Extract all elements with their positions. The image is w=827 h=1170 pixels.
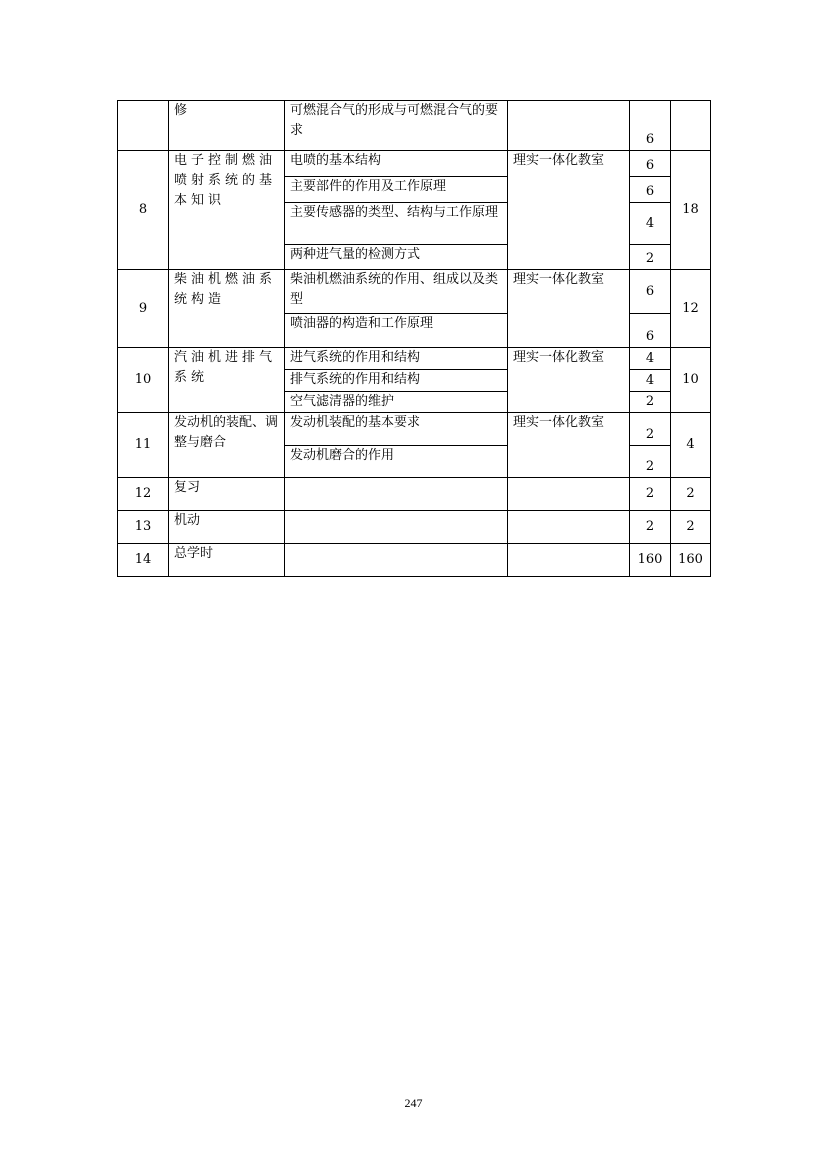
- unit-title: 修: [169, 101, 285, 151]
- content-hours: 6: [630, 314, 671, 348]
- content-topic: 主要部件的作用及工作原理: [285, 177, 508, 203]
- content-hours: 6: [630, 151, 671, 177]
- content-hours: 4: [630, 348, 671, 370]
- table-row: [118, 413, 711, 446]
- content-hours: 6: [630, 270, 671, 314]
- unit-title: 复习: [169, 478, 285, 511]
- table-row: [118, 478, 711, 511]
- curriculum-table: [117, 100, 711, 577]
- content-hours: 2: [630, 413, 671, 446]
- table-row: [118, 270, 711, 314]
- venue: [508, 511, 630, 544]
- unit-title: 机动: [169, 511, 285, 544]
- content-hours: 6: [630, 177, 671, 203]
- unit-total-hours: 2: [671, 511, 711, 544]
- content-topic: [285, 478, 508, 511]
- table-row: [118, 511, 711, 544]
- row-number: 12: [118, 478, 169, 511]
- content-topic: 空气滤清器的维护: [285, 392, 508, 413]
- unit-title: 柴油机燃油系统构造: [169, 270, 285, 348]
- page-number: 247: [404, 1096, 423, 1110]
- unit-total-hours: 18: [671, 151, 711, 270]
- unit-total-hours: 2: [671, 478, 711, 511]
- table-row: [118, 101, 711, 151]
- unit-title: 电子控制燃油喷射系统的基本知识: [169, 151, 285, 270]
- row-number: [118, 101, 169, 151]
- unit-total-hours: 12: [671, 270, 711, 348]
- content-topic: 排气系统的作用和结构: [285, 370, 508, 392]
- venue: [508, 101, 630, 151]
- unit-total-hours: 10: [671, 348, 711, 413]
- table-row: [118, 348, 711, 370]
- unit-total-hours: 160: [671, 544, 711, 577]
- content-topic: [285, 544, 508, 577]
- content-hours: 4: [630, 370, 671, 392]
- unit-title: 总学时: [169, 544, 285, 577]
- content-hours: 4: [630, 203, 671, 245]
- content-hours: 6: [630, 101, 671, 151]
- content-topic: 发动机装配的基本要求: [285, 413, 508, 446]
- venue: [508, 544, 630, 577]
- row-number: 8: [118, 151, 169, 270]
- unit-title: 发动机的装配、调整与磨合: [169, 413, 285, 478]
- unit-title: 汽油机进排气系统: [169, 348, 285, 413]
- row-number: 11: [118, 413, 169, 478]
- content-topic: 电喷的基本结构: [285, 151, 508, 177]
- content-hours: 2: [630, 511, 671, 544]
- unit-total-hours: [671, 101, 711, 151]
- content-topic: 柴油机燃油系统的作用、组成以及类型: [285, 270, 508, 314]
- venue: 理实一体化教室: [508, 151, 630, 270]
- content-hours: 160: [630, 544, 671, 577]
- content-hours: 2: [630, 446, 671, 478]
- venue: 理实一体化教室: [508, 270, 630, 348]
- row-number: 13: [118, 511, 169, 544]
- venue: [508, 478, 630, 511]
- unit-total-hours: 4: [671, 413, 711, 478]
- table-row: [118, 151, 711, 177]
- content-topic: 主要传感器的类型、结构与工作原理: [285, 203, 508, 245]
- table-row: [118, 544, 711, 577]
- row-number: 10: [118, 348, 169, 413]
- venue: 理实一体化教室: [508, 348, 630, 413]
- content-topic: 两种进气量的检测方式: [285, 245, 508, 270]
- content-hours: 2: [630, 478, 671, 511]
- content-topic: 可燃混合气的形成与可燃混合气的要求: [285, 101, 508, 151]
- content-topic: [285, 511, 508, 544]
- row-number: 14: [118, 544, 169, 577]
- content-topic: 喷油器的构造和工作原理: [285, 314, 508, 348]
- content-topic: 进气系统的作用和结构: [285, 348, 508, 370]
- venue: 理实一体化教室: [508, 413, 630, 478]
- row-number: 9: [118, 270, 169, 348]
- content-hours: 2: [630, 392, 671, 413]
- content-hours: 2: [630, 245, 671, 270]
- content-topic: 发动机磨合的作用: [285, 446, 508, 478]
